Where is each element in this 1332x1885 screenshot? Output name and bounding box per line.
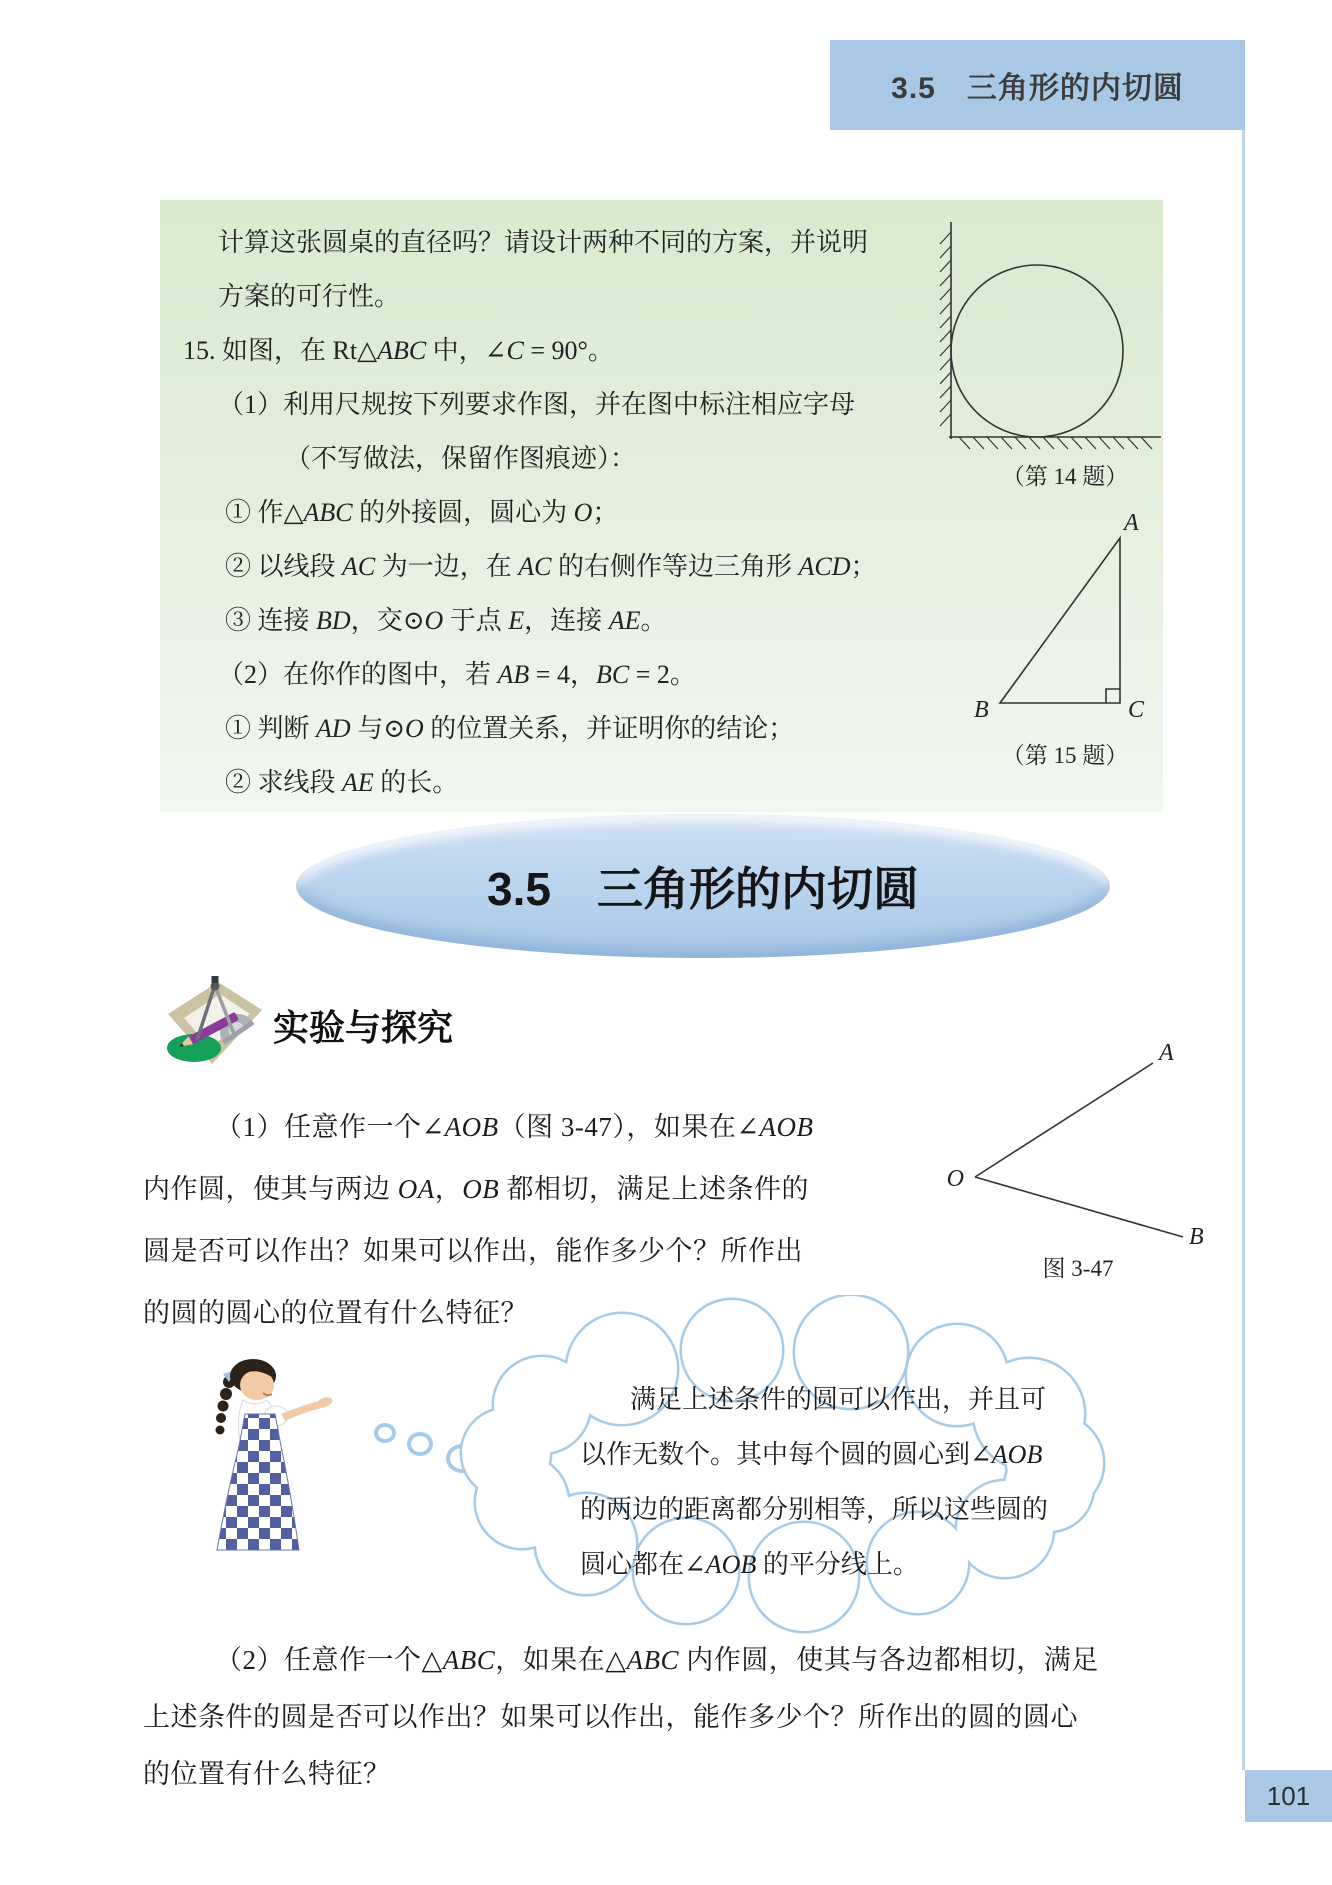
section-title: 3.5 三角形的内切圆 xyxy=(487,863,919,915)
exercise-line: 计算这张圆桌的直径吗？请设计两种不同的方案，并说明 xyxy=(218,228,869,257)
exercise-line: （1）利用尺规按下列要求作图，并在图中标注相应字母 xyxy=(218,390,856,419)
exercise-line: 方案的可行性。 xyxy=(218,282,401,311)
paragraph-line: 的位置有什么特征？ xyxy=(143,1759,391,1789)
exercise-line: （不写做法，保留作图痕迹）： xyxy=(285,444,637,473)
exercise-line: ① 作△ABC 的外接圆，圆心为 O； xyxy=(225,498,619,527)
section-banner xyxy=(296,814,1110,958)
figure-problem14-tangent-circle xyxy=(845,208,1165,458)
cloud-line: 满足上述条件的圆可以作出，并且可 xyxy=(630,1385,1047,1414)
explore-heading: 实验与探究 xyxy=(273,1007,454,1048)
girl-photo xyxy=(193,1352,333,1587)
figure-problem15-right-triangle xyxy=(930,480,1160,730)
hatching-floor xyxy=(959,437,1152,449)
exercise-line: ② 以线段 AC 为一边，在 AC 的右侧作等边三角形 ACD； xyxy=(225,552,877,581)
paragraph-line: （2）任意作一个△ABC，如果在△ABC 内作圆，使其与各边都相切，满足 xyxy=(215,1645,1099,1675)
figure-problem14-caption: （第 14 题） xyxy=(1001,464,1129,489)
angle-label-b: B xyxy=(1189,1224,1204,1250)
paragraph-line: 的圆的圆心的位置有什么特征？ xyxy=(143,1298,528,1328)
cloud-dialog-text xyxy=(580,1372,1080,1592)
cloud-line: 以作无数个。其中每个圆的圆心到∠AOB xyxy=(580,1440,1043,1469)
exercise-line: ③ 连接 BD，交⊙O 于点 E，连接 AE。 xyxy=(225,606,667,635)
hatching-wall xyxy=(940,232,951,426)
figure-problem15-caption: （第 15 题） xyxy=(1001,743,1129,768)
cloud-line: 的两边的距离都分别相等，所以这些圆的 xyxy=(580,1495,1049,1524)
exercise-line: ② 求线段 AE 的长。 xyxy=(225,768,459,797)
triangle-label-b: B xyxy=(974,697,989,723)
thought-bubble-icon xyxy=(374,1423,396,1443)
exercise-line: ① 判断 AD 与⊙O 的位置关系，并证明你的结论； xyxy=(225,714,795,743)
page-number: 101 xyxy=(1266,1780,1311,1811)
paragraph-line: 圆是否可以作出？如果可以作出，能作多少个？所作出 xyxy=(143,1236,803,1266)
paragraph-line: 内作圆，使其与两边 OA，OB 都相切，满足上述条件的 xyxy=(143,1174,809,1204)
page-number-badge xyxy=(1245,1770,1332,1822)
figure-3-47-caption: 图 3-47 xyxy=(1042,1256,1114,1281)
exercise-line: 15. 如图，在 Rt△ABC 中，∠C = 90°。 xyxy=(183,336,614,365)
angle-label-o: O xyxy=(946,1166,964,1192)
chapter-header-title: 3.5 三角形的内切圆 xyxy=(891,72,1184,105)
figure-3-47-angle-aob xyxy=(940,1040,1220,1255)
girl-checkered-dress xyxy=(217,1414,299,1550)
page-edge-divider xyxy=(1242,130,1245,1770)
cloud-line: 圆心都在∠AOB 的平分线上。 xyxy=(580,1550,919,1579)
triangle-label-a: A xyxy=(1124,510,1139,536)
paragraph-line: 上述条件的圆是否可以作出？如果可以作出，能作多少个？所作出的圆的圆心 xyxy=(143,1702,1078,1732)
paragraph-line: （1）任意作一个∠AOB（图 3-47），如果在∠AOB xyxy=(215,1112,814,1142)
chapter-header-band xyxy=(830,40,1245,130)
paragraph-2 xyxy=(143,1632,1203,1803)
geometry-tools-icon xyxy=(160,976,270,1071)
angle-label-a: A xyxy=(1159,1040,1174,1066)
exercise-box xyxy=(160,200,1163,812)
exercise-line: （2）在你作的图中，若 AB = 4，BC = 2。 xyxy=(218,660,696,689)
triangle-label-c: C xyxy=(1128,697,1145,723)
